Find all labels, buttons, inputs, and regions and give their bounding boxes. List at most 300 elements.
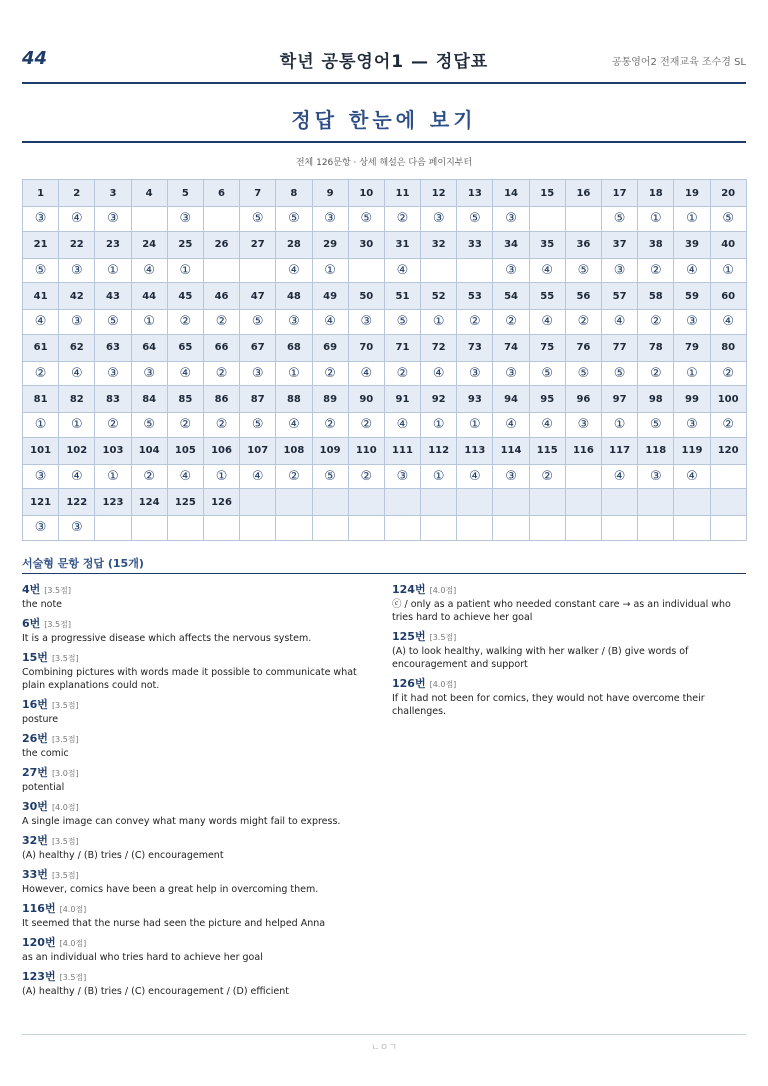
answer-cell: ③ bbox=[23, 464, 59, 489]
answer-cell: ⑤ bbox=[602, 207, 638, 232]
question-number-cell: 107 bbox=[240, 437, 276, 464]
answer-cell: ④ bbox=[59, 361, 95, 386]
question-number-cell: 14 bbox=[493, 180, 529, 207]
question-number-cell: 12 bbox=[421, 180, 457, 207]
answer-cell: ⑤ bbox=[710, 207, 746, 232]
answer-cell: ① bbox=[710, 258, 746, 283]
question-number-cell: 58 bbox=[638, 283, 674, 310]
essay-points: [4.0점] bbox=[59, 939, 87, 948]
question-number-cell: 73 bbox=[457, 334, 493, 361]
answer-cell: ④ bbox=[384, 258, 420, 283]
answer-cell: ④ bbox=[674, 258, 710, 283]
answer-cell: ③ bbox=[493, 258, 529, 283]
question-number-cell: 18 bbox=[638, 180, 674, 207]
essay-answer-text: (A) healthy / (B) tries / (C) encouragement bbox=[22, 850, 224, 861]
answer-cell bbox=[565, 516, 601, 541]
answer-cell: ⑤ bbox=[240, 413, 276, 438]
answer-cell: ④ bbox=[457, 464, 493, 489]
footer-divider bbox=[22, 1034, 746, 1035]
question-number-cell: 94 bbox=[493, 386, 529, 413]
answer-cell: ③ bbox=[240, 361, 276, 386]
question-number-cell: 100 bbox=[710, 386, 746, 413]
answer-cell bbox=[457, 516, 493, 541]
answer-cell bbox=[203, 258, 239, 283]
essay-column-right bbox=[392, 580, 740, 721]
essay-answer-text: ⓒ / only as a patient who needed constant care → as an individual who tries hard to achieve her goal bbox=[392, 599, 731, 623]
essay-item-header bbox=[22, 729, 370, 747]
question-number-cell: 118 bbox=[638, 437, 674, 464]
answer-cell: ③ bbox=[493, 207, 529, 232]
question-number-cell: 46 bbox=[203, 283, 239, 310]
answer-cell bbox=[240, 258, 276, 283]
question-number-cell: 95 bbox=[529, 386, 565, 413]
answer-cell: ③ bbox=[674, 310, 710, 335]
essay-item bbox=[22, 614, 370, 645]
answer-cell: ④ bbox=[348, 361, 384, 386]
answer-cell: ④ bbox=[240, 464, 276, 489]
answer-cell bbox=[529, 207, 565, 232]
answer-cell: ② bbox=[638, 361, 674, 386]
question-number-cell: 45 bbox=[167, 283, 203, 310]
essay-item-header bbox=[392, 627, 740, 645]
question-number-cell bbox=[457, 489, 493, 516]
question-number-cell: 36 bbox=[565, 231, 601, 258]
answer-cell: ⑤ bbox=[457, 207, 493, 232]
question-number-cell: 81 bbox=[23, 386, 59, 413]
essay-points: [3.5점] bbox=[51, 654, 79, 663]
answer-cell: ⑤ bbox=[240, 310, 276, 335]
answer-cell: ① bbox=[421, 310, 457, 335]
answer-cell: ② bbox=[167, 310, 203, 335]
answer-cell: ① bbox=[203, 464, 239, 489]
essay-question-number: 6번 bbox=[22, 617, 41, 630]
answer-cell: ② bbox=[312, 361, 348, 386]
question-number-cell: 67 bbox=[240, 334, 276, 361]
question-number-cell: 33 bbox=[457, 231, 493, 258]
essay-item bbox=[22, 763, 370, 794]
answer-cell: ④ bbox=[167, 464, 203, 489]
essay-points: [3.0점] bbox=[51, 769, 79, 778]
question-number-cell bbox=[348, 489, 384, 516]
question-number-cell: 72 bbox=[421, 334, 457, 361]
question-number-cell: 117 bbox=[602, 437, 638, 464]
answer-cell: ② bbox=[384, 361, 420, 386]
question-number-cell: 16 bbox=[565, 180, 601, 207]
grid-answer-row bbox=[23, 207, 747, 232]
question-number-cell: 32 bbox=[421, 231, 457, 258]
question-number-cell: 19 bbox=[674, 180, 710, 207]
essay-item bbox=[22, 648, 370, 692]
question-number-cell: 42 bbox=[59, 283, 95, 310]
answer-cell: ① bbox=[59, 413, 95, 438]
question-number-cell: 98 bbox=[638, 386, 674, 413]
answer-cell: ③ bbox=[421, 207, 457, 232]
answer-cell: ③ bbox=[493, 361, 529, 386]
answer-cell: ① bbox=[638, 207, 674, 232]
essay-item-header bbox=[22, 865, 370, 883]
answer-cell: ④ bbox=[529, 258, 565, 283]
answer-cell bbox=[240, 516, 276, 541]
question-number-cell: 75 bbox=[529, 334, 565, 361]
answer-cell: ② bbox=[203, 361, 239, 386]
answer-cell bbox=[131, 516, 167, 541]
question-number-cell: 82 bbox=[59, 386, 95, 413]
section-title: 정답 한눈에 보기 bbox=[291, 108, 477, 132]
question-number-cell: 122 bbox=[59, 489, 95, 516]
essay-question-number: 27번 bbox=[22, 766, 48, 779]
answer-cell: ① bbox=[276, 361, 312, 386]
question-number-cell: 68 bbox=[276, 334, 312, 361]
answer-cell: ① bbox=[312, 258, 348, 283]
question-number-cell: 115 bbox=[529, 437, 565, 464]
essay-answer-text: (A) healthy / (B) tries / (C) encouragement / (D) efficient bbox=[22, 986, 290, 997]
essay-item-header bbox=[22, 831, 370, 849]
question-number-cell bbox=[384, 489, 420, 516]
question-number-cell: 43 bbox=[95, 283, 131, 310]
question-number-cell: 113 bbox=[457, 437, 493, 464]
question-number-cell: 65 bbox=[167, 334, 203, 361]
answer-cell: ① bbox=[421, 464, 457, 489]
essay-item bbox=[392, 627, 740, 671]
answer-cell bbox=[674, 516, 710, 541]
question-number-cell: 71 bbox=[384, 334, 420, 361]
answer-cell bbox=[312, 516, 348, 541]
essay-question-number: 30번 bbox=[22, 800, 48, 813]
question-number-cell: 59 bbox=[674, 283, 710, 310]
answer-cell: ④ bbox=[131, 258, 167, 283]
question-number-cell: 41 bbox=[23, 283, 59, 310]
answer-cell: ③ bbox=[276, 310, 312, 335]
answer-cell: ③ bbox=[95, 207, 131, 232]
question-number-cell: 99 bbox=[674, 386, 710, 413]
answer-cell bbox=[710, 516, 746, 541]
question-number-cell: 22 bbox=[59, 231, 95, 258]
question-number-cell: 83 bbox=[95, 386, 131, 413]
answer-cell: ③ bbox=[384, 464, 420, 489]
answer-cell: ④ bbox=[602, 310, 638, 335]
section-subtitle: 전체 126문항 · 상세 해설은 다음 페이지부터 bbox=[295, 158, 473, 168]
essay-item bbox=[392, 580, 740, 624]
question-number-cell: 79 bbox=[674, 334, 710, 361]
answer-cell bbox=[384, 516, 420, 541]
footer-mark: ㄴㅇㄱ bbox=[370, 1043, 398, 1053]
answer-cell: ③ bbox=[674, 413, 710, 438]
question-number-cell: 50 bbox=[348, 283, 384, 310]
section-divider bbox=[22, 141, 746, 143]
question-number-cell: 26 bbox=[203, 231, 239, 258]
question-number-cell: 76 bbox=[565, 334, 601, 361]
question-number-cell: 87 bbox=[240, 386, 276, 413]
answer-cell: ① bbox=[602, 413, 638, 438]
question-number-cell: 78 bbox=[638, 334, 674, 361]
essay-answer-text: posture bbox=[22, 714, 59, 725]
question-number-cell: 21 bbox=[23, 231, 59, 258]
question-number-cell bbox=[240, 489, 276, 516]
question-number-cell: 101 bbox=[23, 437, 59, 464]
question-number-cell: 121 bbox=[23, 489, 59, 516]
grid-number-row bbox=[23, 334, 747, 361]
question-number-cell: 91 bbox=[384, 386, 420, 413]
grid-number-row bbox=[23, 283, 747, 310]
essay-item-header bbox=[22, 580, 370, 598]
essay-answer-text: the note bbox=[22, 599, 63, 610]
question-number-cell: 11 bbox=[384, 180, 420, 207]
answer-cell: ④ bbox=[59, 207, 95, 232]
question-number-cell: 30 bbox=[348, 231, 384, 258]
answer-cell: ② bbox=[638, 310, 674, 335]
question-number-cell: 124 bbox=[131, 489, 167, 516]
essay-column-left bbox=[22, 580, 370, 1001]
answer-cell: ⑤ bbox=[131, 413, 167, 438]
essay-answer-text: (A) to look healthy, walking with her walker / (B) give words of encouragement and support bbox=[392, 646, 689, 670]
grid-answer-row bbox=[23, 464, 747, 489]
question-number-cell: 90 bbox=[348, 386, 384, 413]
essay-answer-text: the comic bbox=[22, 748, 69, 759]
essay-item-header bbox=[22, 899, 370, 917]
question-number-cell: 102 bbox=[59, 437, 95, 464]
question-number-cell bbox=[493, 489, 529, 516]
question-number-cell: 40 bbox=[710, 231, 746, 258]
question-number-cell: 7 bbox=[240, 180, 276, 207]
answer-cell: ④ bbox=[421, 361, 457, 386]
question-number-cell bbox=[710, 489, 746, 516]
answer-cell: ② bbox=[23, 361, 59, 386]
essay-question-number: 4번 bbox=[22, 583, 41, 596]
question-number-cell: 85 bbox=[167, 386, 203, 413]
question-number-cell: 69 bbox=[312, 334, 348, 361]
answer-cell: ③ bbox=[638, 464, 674, 489]
question-number-cell: 4 bbox=[131, 180, 167, 207]
question-number-cell: 52 bbox=[421, 283, 457, 310]
essay-answer-text: However, comics have been a great help in overcoming them. bbox=[22, 884, 319, 895]
answer-cell: ④ bbox=[276, 258, 312, 283]
essay-points: [3.5점] bbox=[44, 586, 71, 595]
answer-cell: ③ bbox=[23, 207, 59, 232]
essay-answer-text: A single image can convey what many words might fail to express. bbox=[22, 816, 341, 827]
answer-cell bbox=[348, 258, 384, 283]
question-number-cell: 89 bbox=[312, 386, 348, 413]
essay-points: [3.5점] bbox=[429, 633, 457, 642]
essay-points: [3.5점] bbox=[51, 871, 79, 880]
document-title: 학년 공통영어1 — 정답표 bbox=[279, 52, 489, 72]
question-number-cell bbox=[638, 489, 674, 516]
answer-cell bbox=[493, 516, 529, 541]
question-number-cell: 119 bbox=[674, 437, 710, 464]
answer-cell: ① bbox=[23, 413, 59, 438]
page-number: 44 bbox=[22, 48, 48, 69]
answer-cell bbox=[276, 516, 312, 541]
answer-cell: ③ bbox=[131, 361, 167, 386]
answer-cell bbox=[602, 516, 638, 541]
answer-cell: ④ bbox=[276, 413, 312, 438]
question-number-cell: 24 bbox=[131, 231, 167, 258]
question-number-cell: 34 bbox=[493, 231, 529, 258]
essay-answer-text: potential bbox=[22, 782, 65, 793]
answer-cell: ③ bbox=[59, 516, 95, 541]
answer-cell: ① bbox=[95, 464, 131, 489]
document-meta: 공통영어2 전재교육 조수경 SL bbox=[611, 57, 746, 68]
answer-cell: ④ bbox=[167, 361, 203, 386]
essay-question-number: 32번 bbox=[22, 834, 48, 847]
answer-cell: ③ bbox=[565, 413, 601, 438]
answer-cell bbox=[348, 516, 384, 541]
answer-cell bbox=[638, 516, 674, 541]
question-number-cell bbox=[565, 489, 601, 516]
question-number-cell: 55 bbox=[529, 283, 565, 310]
answer-cell: ② bbox=[276, 464, 312, 489]
essay-points: [4.0점] bbox=[429, 680, 457, 689]
question-number-cell: 47 bbox=[240, 283, 276, 310]
grid-answer-row bbox=[23, 413, 747, 438]
answer-cell: ② bbox=[348, 464, 384, 489]
essay-answer-text: Combining pictures with words made it possible to communicate what plain explanations could not. bbox=[22, 667, 357, 691]
header-divider bbox=[22, 82, 746, 84]
question-number-cell: 62 bbox=[59, 334, 95, 361]
question-number-cell: 35 bbox=[529, 231, 565, 258]
answer-cell: ② bbox=[565, 310, 601, 335]
essay-question-number: 26번 bbox=[22, 732, 48, 745]
answer-cell bbox=[529, 516, 565, 541]
question-number-cell: 10 bbox=[348, 180, 384, 207]
answer-cell: ② bbox=[312, 413, 348, 438]
question-number-cell: 93 bbox=[457, 386, 493, 413]
answer-cell: ① bbox=[421, 413, 457, 438]
answer-cell: ① bbox=[674, 361, 710, 386]
essay-question-number: 125번 bbox=[392, 630, 426, 643]
question-number-cell: 8 bbox=[276, 180, 312, 207]
essay-points: [3.5점] bbox=[51, 735, 79, 744]
essay-item-header bbox=[22, 967, 370, 985]
essay-answer-text: It seemed that the nurse had seen the picture and helped Anna bbox=[22, 918, 326, 929]
grid-answer-row bbox=[23, 516, 747, 541]
question-number-cell bbox=[421, 489, 457, 516]
grid-number-row bbox=[23, 180, 747, 207]
answer-cell: ④ bbox=[312, 310, 348, 335]
answer-cell: ⑤ bbox=[565, 258, 601, 283]
question-number-cell: 64 bbox=[131, 334, 167, 361]
question-number-cell: 37 bbox=[602, 231, 638, 258]
answer-cell bbox=[167, 516, 203, 541]
question-number-cell: 97 bbox=[602, 386, 638, 413]
answer-cell: ④ bbox=[23, 310, 59, 335]
question-number-cell: 86 bbox=[203, 386, 239, 413]
essay-points: [3.5점] bbox=[59, 973, 87, 982]
essay-item bbox=[22, 933, 370, 964]
essay-points: [3.5점] bbox=[44, 620, 71, 629]
question-number-cell: 5 bbox=[167, 180, 203, 207]
question-number-cell: 112 bbox=[421, 437, 457, 464]
question-number-cell: 17 bbox=[602, 180, 638, 207]
answer-cell: ⑤ bbox=[565, 361, 601, 386]
question-number-cell: 44 bbox=[131, 283, 167, 310]
grid-answer-row bbox=[23, 258, 747, 283]
answer-cell: ② bbox=[493, 310, 529, 335]
question-number-cell: 84 bbox=[131, 386, 167, 413]
answer-cell: ③ bbox=[348, 310, 384, 335]
answer-cell: ⑤ bbox=[638, 413, 674, 438]
answer-cell: ④ bbox=[674, 464, 710, 489]
answer-cell: ③ bbox=[95, 361, 131, 386]
answer-cell: ④ bbox=[529, 413, 565, 438]
answer-cell: ① bbox=[167, 258, 203, 283]
grid-answer-row bbox=[23, 310, 747, 335]
answer-cell: ⑤ bbox=[602, 361, 638, 386]
question-number-cell: 15 bbox=[529, 180, 565, 207]
essay-item bbox=[22, 695, 370, 726]
answer-cell bbox=[131, 207, 167, 232]
answer-cell: ③ bbox=[602, 258, 638, 283]
essay-divider bbox=[22, 573, 746, 574]
answer-cell: ③ bbox=[59, 310, 95, 335]
question-number-cell: 114 bbox=[493, 437, 529, 464]
answer-cell: ① bbox=[457, 413, 493, 438]
question-number-cell: 125 bbox=[167, 489, 203, 516]
question-number-cell: 20 bbox=[710, 180, 746, 207]
question-number-cell: 49 bbox=[312, 283, 348, 310]
essay-item bbox=[22, 865, 370, 896]
question-number-cell: 108 bbox=[276, 437, 312, 464]
answer-cell: ⑤ bbox=[23, 258, 59, 283]
question-number-cell: 111 bbox=[384, 437, 420, 464]
essay-item-header bbox=[392, 580, 740, 598]
answer-cell: ② bbox=[638, 258, 674, 283]
question-number-cell bbox=[312, 489, 348, 516]
essay-question-number: 33번 bbox=[22, 868, 48, 881]
question-number-cell: 110 bbox=[348, 437, 384, 464]
question-number-cell: 25 bbox=[167, 231, 203, 258]
grid-number-row bbox=[23, 231, 747, 258]
essay-answer-text: It is a progressive disease which affects the nervous system. bbox=[22, 633, 312, 644]
answer-cell: ② bbox=[131, 464, 167, 489]
answer-cell: ② bbox=[348, 413, 384, 438]
essay-question-number: 15번 bbox=[22, 651, 48, 664]
question-number-cell: 74 bbox=[493, 334, 529, 361]
question-number-cell: 103 bbox=[95, 437, 131, 464]
answer-cell: ⑤ bbox=[95, 310, 131, 335]
question-number-cell: 88 bbox=[276, 386, 312, 413]
question-number-cell bbox=[602, 489, 638, 516]
essay-question-number: 120번 bbox=[22, 936, 56, 949]
answer-cell: ③ bbox=[312, 207, 348, 232]
essay-item bbox=[22, 580, 370, 611]
question-number-cell: 57 bbox=[602, 283, 638, 310]
answer-cell: ② bbox=[384, 207, 420, 232]
answer-cell: ⑤ bbox=[348, 207, 384, 232]
essay-answer-text: If it had not been for comics, they would not have overcome their challenges. bbox=[392, 693, 705, 717]
question-number-cell: 116 bbox=[565, 437, 601, 464]
answer-grid bbox=[22, 179, 747, 541]
essay-points: [4.0점] bbox=[429, 586, 457, 595]
grid-number-row bbox=[23, 489, 747, 516]
essay-item-header bbox=[22, 933, 370, 951]
question-number-cell: 109 bbox=[312, 437, 348, 464]
answer-cell: ② bbox=[710, 361, 746, 386]
answer-cell: ④ bbox=[602, 464, 638, 489]
question-number-cell: 61 bbox=[23, 334, 59, 361]
essay-question-number: 126번 bbox=[392, 677, 426, 690]
answer-cell: ⑤ bbox=[529, 361, 565, 386]
question-number-cell: 77 bbox=[602, 334, 638, 361]
essay-item-header bbox=[22, 614, 370, 632]
essay-item bbox=[22, 797, 370, 828]
answer-cell: ③ bbox=[59, 258, 95, 283]
question-number-cell: 126 bbox=[203, 489, 239, 516]
question-number-cell: 2 bbox=[59, 180, 95, 207]
question-number-cell: 104 bbox=[131, 437, 167, 464]
essay-item bbox=[22, 967, 370, 998]
essay-question-number: 123번 bbox=[22, 970, 56, 983]
answer-cell: ⑤ bbox=[240, 207, 276, 232]
